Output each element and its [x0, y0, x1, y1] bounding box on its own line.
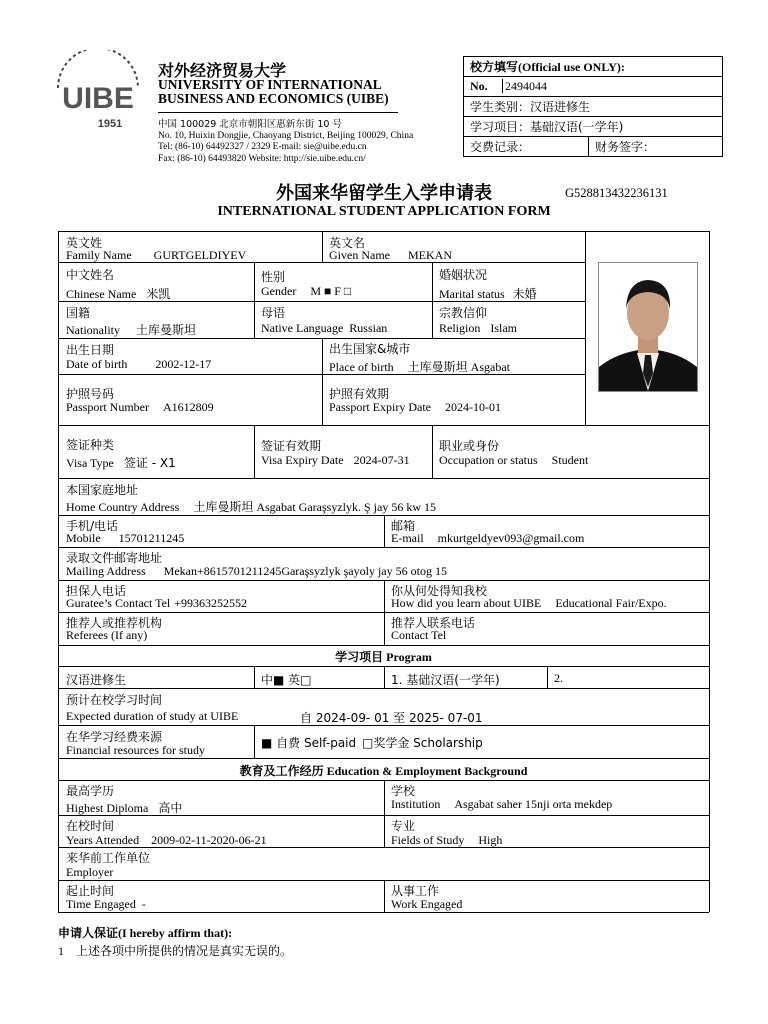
guarantor-label-cn: 担保人电话 — [66, 584, 127, 598]
visa-exp-label-cn: 签证有效期 — [261, 439, 322, 453]
institution-field: Institution Asgabat saher 15nji orta mekdep — [391, 797, 613, 811]
scholarship-option: □奖学金 Scholarship — [362, 736, 483, 750]
program-choice-2: 2. — [554, 671, 563, 685]
language-value: Russian — [349, 321, 388, 335]
dob-label-cn: 出生日期 — [66, 343, 115, 357]
passport-label-cn: 护照号码 — [66, 387, 115, 401]
address-en: No. 10, Huixin Dongjie, Chaoyang District, Beijing 100029, China — [158, 130, 414, 141]
official-no-value: 2494044 — [502, 79, 547, 93]
time-engaged-label-cn: 起止时间 — [66, 884, 115, 898]
work-engaged-label-cn: 从事工作 — [391, 884, 440, 898]
finance-label-cn: 在华学习经费来源 — [66, 730, 163, 744]
religion-field: Religion Islam — [439, 321, 518, 335]
fields-of-study-value: High — [478, 833, 503, 847]
family-name-label-cn: 英文姓 — [66, 236, 103, 250]
home-address-value-en: Asgabat Garaşsyzlyk. Ş jay 56 kw 15 — [256, 500, 436, 514]
chinese-name-label-cn: 中文姓名 — [66, 268, 115, 282]
dob-field: Date of birth 2002-12-17 — [66, 357, 212, 371]
visa-type-label-cn: 签证种类 — [66, 438, 115, 452]
years-value: 2009-02-11-2020-06-21 — [151, 833, 267, 847]
learn-value: Educational Fair/Expo. — [555, 596, 667, 610]
affirm-heading: 申请人保证(I hereby affirm that): — [58, 926, 233, 940]
occupation-value: Student — [551, 453, 589, 467]
marital-label-cn: 婚姻状况 — [439, 268, 488, 282]
duration-label-cn: 预计在校学习时间 — [66, 693, 163, 707]
logo-year: 1951 — [97, 118, 123, 130]
logo-text: UIBE — [62, 82, 134, 115]
duration-label-en: Expected duration of study at UIBE — [66, 709, 239, 723]
passport-field: Passport Number A1612809 — [66, 400, 214, 414]
visa-exp-field: Visa Expiry Date 2024-07-31 — [261, 453, 410, 467]
religion-label-cn: 宗教信仰 — [439, 306, 488, 320]
language-label-cn: 母语 — [261, 306, 286, 320]
religion-value: Islam — [490, 321, 518, 335]
chinese-name-value: 米凯 — [146, 287, 171, 301]
university-name-en-line1: UNIVERSITY OF INTERNATIONAL — [158, 77, 382, 92]
official-finance-sign: 财务签字： — [589, 137, 723, 157]
occupation-field: Occupation or status Student — [439, 453, 589, 467]
pob-label-cn: 出生国家&城市 — [329, 342, 411, 356]
official-no-row: No. 2494044 — [464, 77, 723, 97]
learn-label-cn: 你从何处得知我校 — [391, 584, 488, 598]
learn-field: How did you learn about UIBE Educational Fair/Expo. — [391, 596, 667, 610]
program-choice-1: 1. 基础汉语(一学年) — [391, 673, 500, 687]
affirm-item-1: 1 上述各项中所提供的情况是真实无误的。 — [58, 944, 293, 958]
family-name-field: Family Name GURTGELDIYEV — [66, 248, 247, 262]
institution-value: Asgabat saher 15nji orta mekdep — [454, 797, 613, 811]
official-heading: 校方填写(Official use ONLY): — [464, 57, 723, 77]
passport-exp-field: Passport Expiry Date 2024-10-01 — [329, 400, 501, 414]
email-value: mkurtgeldyev093@gmail.com — [437, 531, 585, 545]
given-name-field: Given Name MEKAN — [329, 248, 452, 262]
dob-value: 2002-12-17 — [155, 357, 212, 371]
address-cn: 中国 100029 北京市朝阳区惠新东街 10 号 — [158, 119, 342, 130]
mobile-field: Mobile 15701211245 — [66, 531, 185, 545]
nationality-value: 土库曼斯坦 — [136, 323, 197, 337]
home-address-label-cn: 本国家庭地址 — [66, 483, 139, 497]
gender-value: M ■ F □ — [310, 284, 352, 298]
gender-field: Gender M ■ F □ — [261, 284, 352, 298]
language-field: Native Language Russian — [261, 321, 388, 335]
years-field: Years Attended 2009-02-11-2020-06-21 — [66, 833, 267, 847]
education-section-heading: 教育及工作经历 Education & Employment Background — [239, 764, 528, 778]
pob-value-en: Asgabat — [470, 360, 510, 374]
years-label-cn: 在校时间 — [66, 819, 115, 833]
time-engaged-field: Time Engaged - — [66, 897, 146, 911]
contact-tel-label-cn: 推荐人联系电话 — [391, 616, 476, 630]
nationality-field: Nationality 土库曼斯坦 — [66, 323, 197, 337]
fields-of-study-field: Fields of Study High — [391, 833, 503, 847]
pob-value-cn: 土库曼斯坦 — [407, 360, 468, 374]
self-paid-option: ■ 自费 Self-paid — [261, 736, 357, 750]
email-label-cn: 邮箱 — [391, 519, 416, 533]
contact-tel-label-en: Contact Tel — [391, 628, 447, 642]
marital-field: Marital status 未婚 — [439, 287, 537, 301]
passport-value: A1612809 — [163, 400, 214, 414]
home-address-field: Home Country Address 土库曼斯坦 Asgabat Garaşsyzlyk. Ş jay 56 kw 15 — [66, 500, 436, 514]
employer-label-cn: 来华前工作单位 — [66, 851, 151, 865]
mobile-value: 15701211245 — [118, 531, 185, 545]
visa-type-value: 签证 - X1 — [123, 456, 176, 470]
visa-exp-value: 2024-07-31 — [353, 453, 410, 467]
form-code: G528813432236131 — [565, 186, 668, 200]
given-name-value: MEKAN — [407, 248, 452, 262]
fax-line: Fax: (86-10) 64493820 Website: http://sie.uibe.edu.cn/ — [158, 153, 366, 164]
employer-label-en: Employer — [66, 865, 114, 879]
given-name-label-cn: 英文名 — [329, 236, 366, 250]
diploma-field: Highest Diploma 高中 — [66, 801, 183, 815]
work-engaged-label-en: Work Engaged — [391, 897, 463, 911]
program-section-heading: 学习项目 Program — [335, 650, 432, 664]
mobile-label-cn: 手机/电话 — [66, 519, 119, 533]
home-address-value-cn: 土库曼斯坦 — [193, 500, 254, 514]
fields-of-study-label-cn: 专业 — [391, 819, 416, 833]
marital-value: 未婚 — [512, 287, 537, 301]
guarantor-field: Guratee’s Contact Tel +99363252552 — [66, 596, 248, 610]
passport-exp-label-cn: 护照有效期 — [329, 387, 390, 401]
finance-label-en: Financial resources for study — [66, 743, 205, 757]
referee-label-cn: 推荐人或推荐机构 — [66, 616, 163, 630]
visa-type-field: Visa Type 签证 - X1 — [66, 456, 176, 470]
applicant-photo — [598, 262, 698, 392]
email-field: E-mail mkurtgeldyev093@gmail.com — [391, 531, 585, 545]
form-title-en: INTERNATIONAL STUDENT APPLICATION FORM — [217, 204, 551, 219]
diploma-label-cn: 最高学历 — [66, 784, 115, 798]
mailing-label-cn: 录取文件邮寄地址 — [66, 551, 163, 565]
duration-value: 自 2024-09- 01 至 2025- 07-01 — [300, 711, 483, 725]
official-payment: 交费记录： — [464, 137, 589, 157]
pob-field: Place of birth 土库曼斯坦 Asgabat — [329, 360, 510, 374]
mailing-field: Mailing Address Mekan+8615701211245Garaşsyzlyk şayoly jay 56 otog 15 — [66, 564, 447, 578]
chinese-name-field: Chinese Name 米凯 — [66, 287, 171, 301]
program-type: 汉语进修生 — [66, 673, 127, 687]
university-name-en-line2: BUSINESS AND ECONOMICS (UIBE) — [158, 91, 389, 106]
mailing-value: Mekan+8615701211245Garaşsyzlyk şayoly jay 56 otog 15 — [163, 564, 447, 578]
tel-line: Tel: (86-10) 64492327 / 2329 E-mail: sie@uibe.edu.cn — [158, 142, 367, 152]
time-engaged-value: - — [141, 897, 146, 911]
family-name-value: GURTGELDIYEV — [153, 248, 247, 262]
occupation-label-cn: 职业或身份 — [439, 439, 500, 453]
gender-label-cn: 性别 — [261, 270, 286, 284]
official-student-type: 学生类别：汉语进修生 — [464, 97, 723, 117]
passport-exp-value: 2024-10-01 — [444, 400, 501, 414]
form-title-cn: 外国来华留学生入学申请表 — [276, 183, 492, 204]
diploma-value: 高中 — [158, 801, 183, 815]
university-name-cn: 对外经济贸易大学 — [158, 61, 287, 80]
official-program: 学习项目：基础汉语(一学年) — [464, 117, 723, 137]
language-choice: 中■ 英□ — [261, 673, 312, 687]
nationality-label-cn: 国籍 — [66, 306, 91, 320]
institution-label-cn: 学校 — [391, 784, 416, 798]
guarantor-value: +99363252552 — [174, 596, 248, 610]
referee-label-en: Referees (If any) — [66, 628, 148, 642]
